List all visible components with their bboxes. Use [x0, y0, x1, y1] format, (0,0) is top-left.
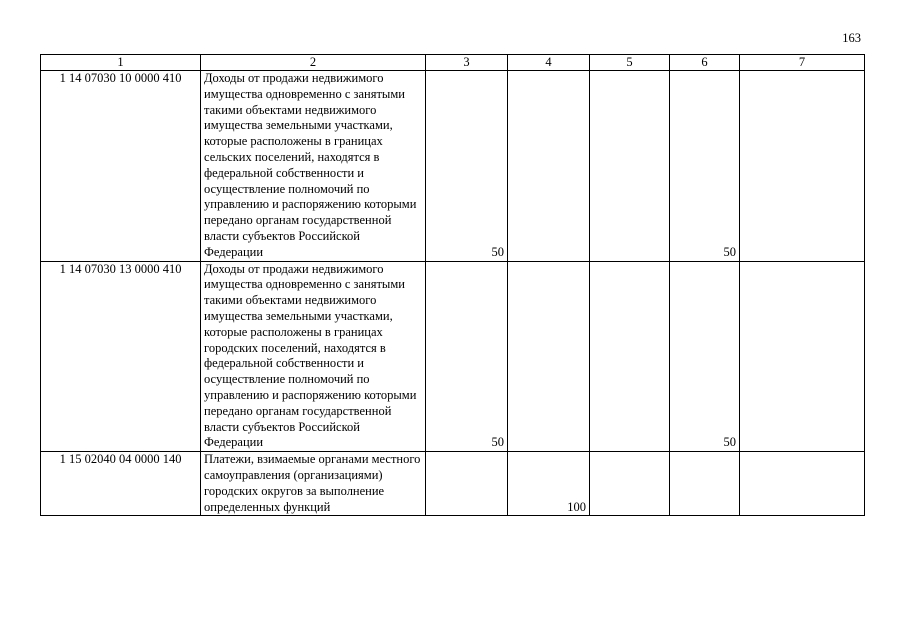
column-header-7: 7	[740, 55, 865, 71]
row-value-col7	[740, 71, 865, 262]
column-header-4: 4	[508, 55, 590, 71]
row-value-col3	[426, 452, 508, 516]
row-value-col7	[740, 452, 865, 516]
row-value-col5	[590, 71, 670, 262]
row-value-col4	[508, 261, 590, 452]
table-row	[41, 261, 865, 452]
row-value-col6: 50	[670, 261, 740, 452]
row-value-col3: 50	[426, 71, 508, 262]
column-header-3: 3	[426, 55, 508, 71]
row-code: 1 14 07030 13 0000 410	[41, 261, 201, 452]
row-code: 1 14 07030 10 0000 410	[41, 71, 201, 262]
column-header-6: 6	[670, 55, 740, 71]
row-value-col3: 50	[426, 261, 508, 452]
table-header-row	[41, 55, 865, 71]
table-row	[41, 452, 865, 516]
row-name: Доходы от продажи недвижимого имущества одновременно с занятыми такими объектами недвижимого имущества земельными участками, которые расположены в границах городских поселений, находятся в федеральной собственности и осуществление полномочий по управлению и распоряжению которыми передано органам государственной власти субъектов Российской Федерации	[201, 261, 426, 452]
row-value-col6: 50	[670, 71, 740, 262]
column-header-1: 1	[41, 55, 201, 71]
budget-table	[40, 54, 865, 516]
row-name: Платежи, взимаемые органами местного самоуправления (организациями) городских округов за выполнение определенных функций	[201, 452, 426, 516]
row-value-col5	[590, 261, 670, 452]
column-header-2: 2	[201, 55, 426, 71]
row-value-col4	[508, 71, 590, 262]
row-value-col7	[740, 261, 865, 452]
row-code: 1 15 02040 04 0000 140	[41, 452, 201, 516]
row-value-col6	[670, 452, 740, 516]
table-row	[41, 71, 865, 262]
row-value-col4: 100	[508, 452, 590, 516]
row-value-col5	[590, 452, 670, 516]
row-name: Доходы от продажи недвижимого имущества одновременно с занятыми такими объектами недвижимого имущества земельными участками, которые расположены в границах сельских поселений, находятся в федеральной собственности и осуществление полномочий по управлению и распоряжению которыми передано органам государственной власти субъектов Российской Федерации	[201, 71, 426, 262]
column-header-5: 5	[590, 55, 670, 71]
page-number: 163	[842, 31, 861, 45]
